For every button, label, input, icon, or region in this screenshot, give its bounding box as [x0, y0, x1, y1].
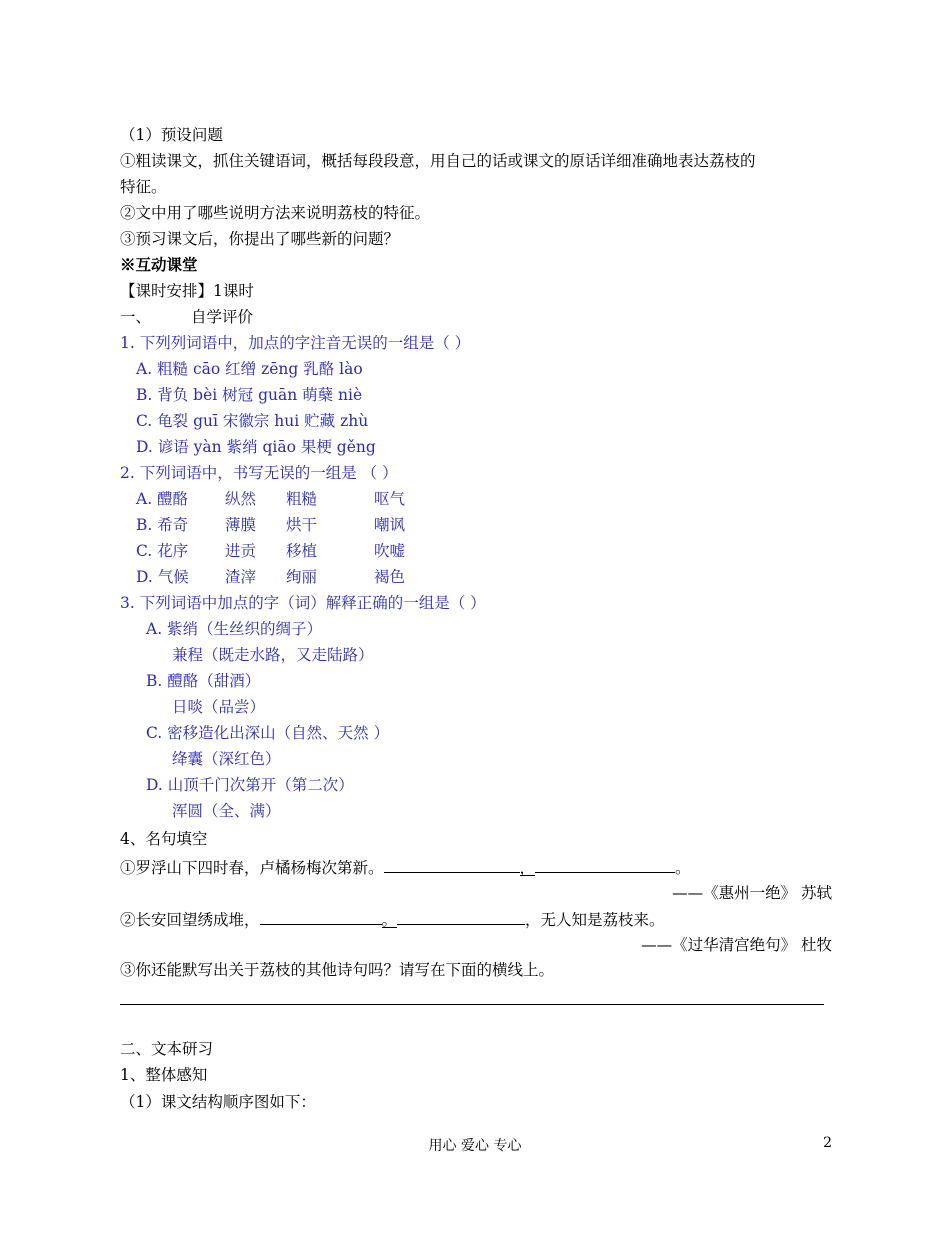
- fill-blank-2[interactable]: [535, 855, 675, 873]
- q2-d-w3: 绚丽: [286, 568, 318, 586]
- preset-question-1: ①粗读课文，抓住关键语词，概括每段段意，用自己的话或课文的原话详细准确地表达荔枝的: [120, 152, 756, 170]
- q3-option-d2: 浑圆（全、满）: [172, 802, 281, 820]
- section-2-sub-1a: （1）课文结构顺序图如下：: [120, 1093, 316, 1111]
- q4-poem-1-end: 。: [675, 859, 691, 877]
- q2-c-w1: C. 花序: [136, 542, 189, 560]
- q4-title: 4、名句填空: [120, 830, 208, 848]
- section-2-title: 二、文本研习: [120, 1040, 214, 1058]
- q4-poem-1-text: ①罗浮山下四时春，卢橘杨梅次第新。: [120, 859, 384, 877]
- q2-b-w2: 薄膜: [225, 516, 257, 534]
- q1-option-c: C. 龟裂 guī 宋徽宗 hui 贮藏 zhù: [136, 412, 369, 430]
- preset-question-3: ③预习课文后，你提出了哪些新的问题？: [120, 230, 400, 248]
- section-1-heading: [120, 307, 253, 327]
- fill-blank-4[interactable]: [397, 907, 525, 925]
- q3-option-d1: D. 山顶千门次第开（第二次）: [146, 776, 354, 794]
- q2-option-d: [136, 567, 405, 587]
- q3-option-b2: 日啖（品尝）: [172, 698, 266, 716]
- section-1-title: 自学评价: [191, 308, 254, 326]
- q3-option-a1: A. 紫绡（生丝织的绸子）: [146, 620, 323, 638]
- q3-stem: 3. 下列词语中加点的字（词）解释正确的一组是（ ）: [120, 594, 486, 612]
- q2-c-w2: 进贡: [225, 542, 257, 560]
- q4-poem-2-end: ，无人知是荔枝来。: [525, 911, 665, 929]
- q4-poem-1-source: ——《惠州一绝》 苏轼: [672, 884, 832, 902]
- q3-option-a2: 兼程（既走水路，又走陆路）: [172, 646, 374, 664]
- q2-d-w2: 渣滓: [225, 568, 257, 586]
- q2-a-w3: 粗糙: [286, 490, 318, 508]
- q2-a-w4: 呕气: [374, 490, 406, 508]
- q1-option-d: D. 谚语 yàn 紫绡 qiāo 果梗 gěng: [136, 438, 376, 456]
- q4-poem-2-source: ——《过华清宫绝句》 杜牧: [641, 936, 832, 954]
- q1-option-b: B. 背负 bèi 树冠 guān 萌蘖 niè: [136, 386, 363, 404]
- q2-c-w3: 移植: [286, 542, 318, 560]
- q2-option-a: [136, 489, 405, 509]
- page-number: 2: [823, 1135, 832, 1151]
- q1-option-a: A. 粗糙 cāo 红缯 zēng 乳酪 lào: [136, 360, 363, 378]
- q4-poem-3: ③你还能默写出关于荔枝的其他诗句吗？请写在下面的横线上。: [120, 961, 555, 979]
- q2-a-w1: A. 醴酪: [136, 490, 189, 508]
- interactive-heading: ※互动课堂: [120, 255, 198, 274]
- q4-poem-2-text: ②长安回望绣成堆，: [120, 911, 260, 929]
- q3-option-c2: 绛囊（深红色）: [172, 750, 281, 768]
- q2-option-c: [136, 541, 405, 561]
- q2-d-w4: 褐色: [374, 568, 406, 586]
- q3-option-b1: B. 醴酪（甜酒）: [146, 672, 261, 690]
- q3-option-c1: C. 密移造化出深山（自然、天然 ）: [146, 724, 390, 742]
- q2-d-w1: D. 气候: [136, 568, 189, 586]
- q2-option-b: [136, 515, 405, 535]
- q4-poem-1: [120, 855, 691, 878]
- answer-line[interactable]: [120, 1004, 824, 1005]
- q4-poem-2: [120, 907, 665, 930]
- q2-stem: 2. 下列词语中，书写无误的一组是 （ ）: [120, 464, 398, 482]
- fill-blank-1-comma: ，: [519, 859, 536, 877]
- preset-title: （1）预设问题: [120, 126, 223, 144]
- fill-blank-3-mark: 。: [381, 911, 398, 929]
- q1-stem: 1. 下列列词语中，加点的字注音无误的一组是（ ）: [120, 334, 471, 352]
- q2-b-w3: 烘干: [286, 516, 318, 534]
- preset-question-2: ②文中用了哪些说明方法来说明荔枝的特征。: [120, 204, 431, 222]
- q2-b-w1: B. 希奇: [136, 516, 189, 534]
- schedule-line: 【课时安排】1课时: [120, 282, 254, 300]
- section-1-number: 一、: [120, 308, 152, 326]
- q2-a-w2: 纵然: [225, 490, 257, 508]
- fill-blank-3[interactable]: [260, 907, 382, 925]
- fill-blank-1[interactable]: [384, 855, 520, 873]
- page-footer: 用心 爱心 专心: [428, 1138, 522, 1154]
- section-2-sub-1: 1、整体感知: [120, 1066, 208, 1084]
- q2-b-w4: 嘲讽: [374, 516, 406, 534]
- preset-question-1-cont: 特征。: [120, 178, 167, 196]
- q2-c-w4: 吹嘘: [374, 542, 406, 560]
